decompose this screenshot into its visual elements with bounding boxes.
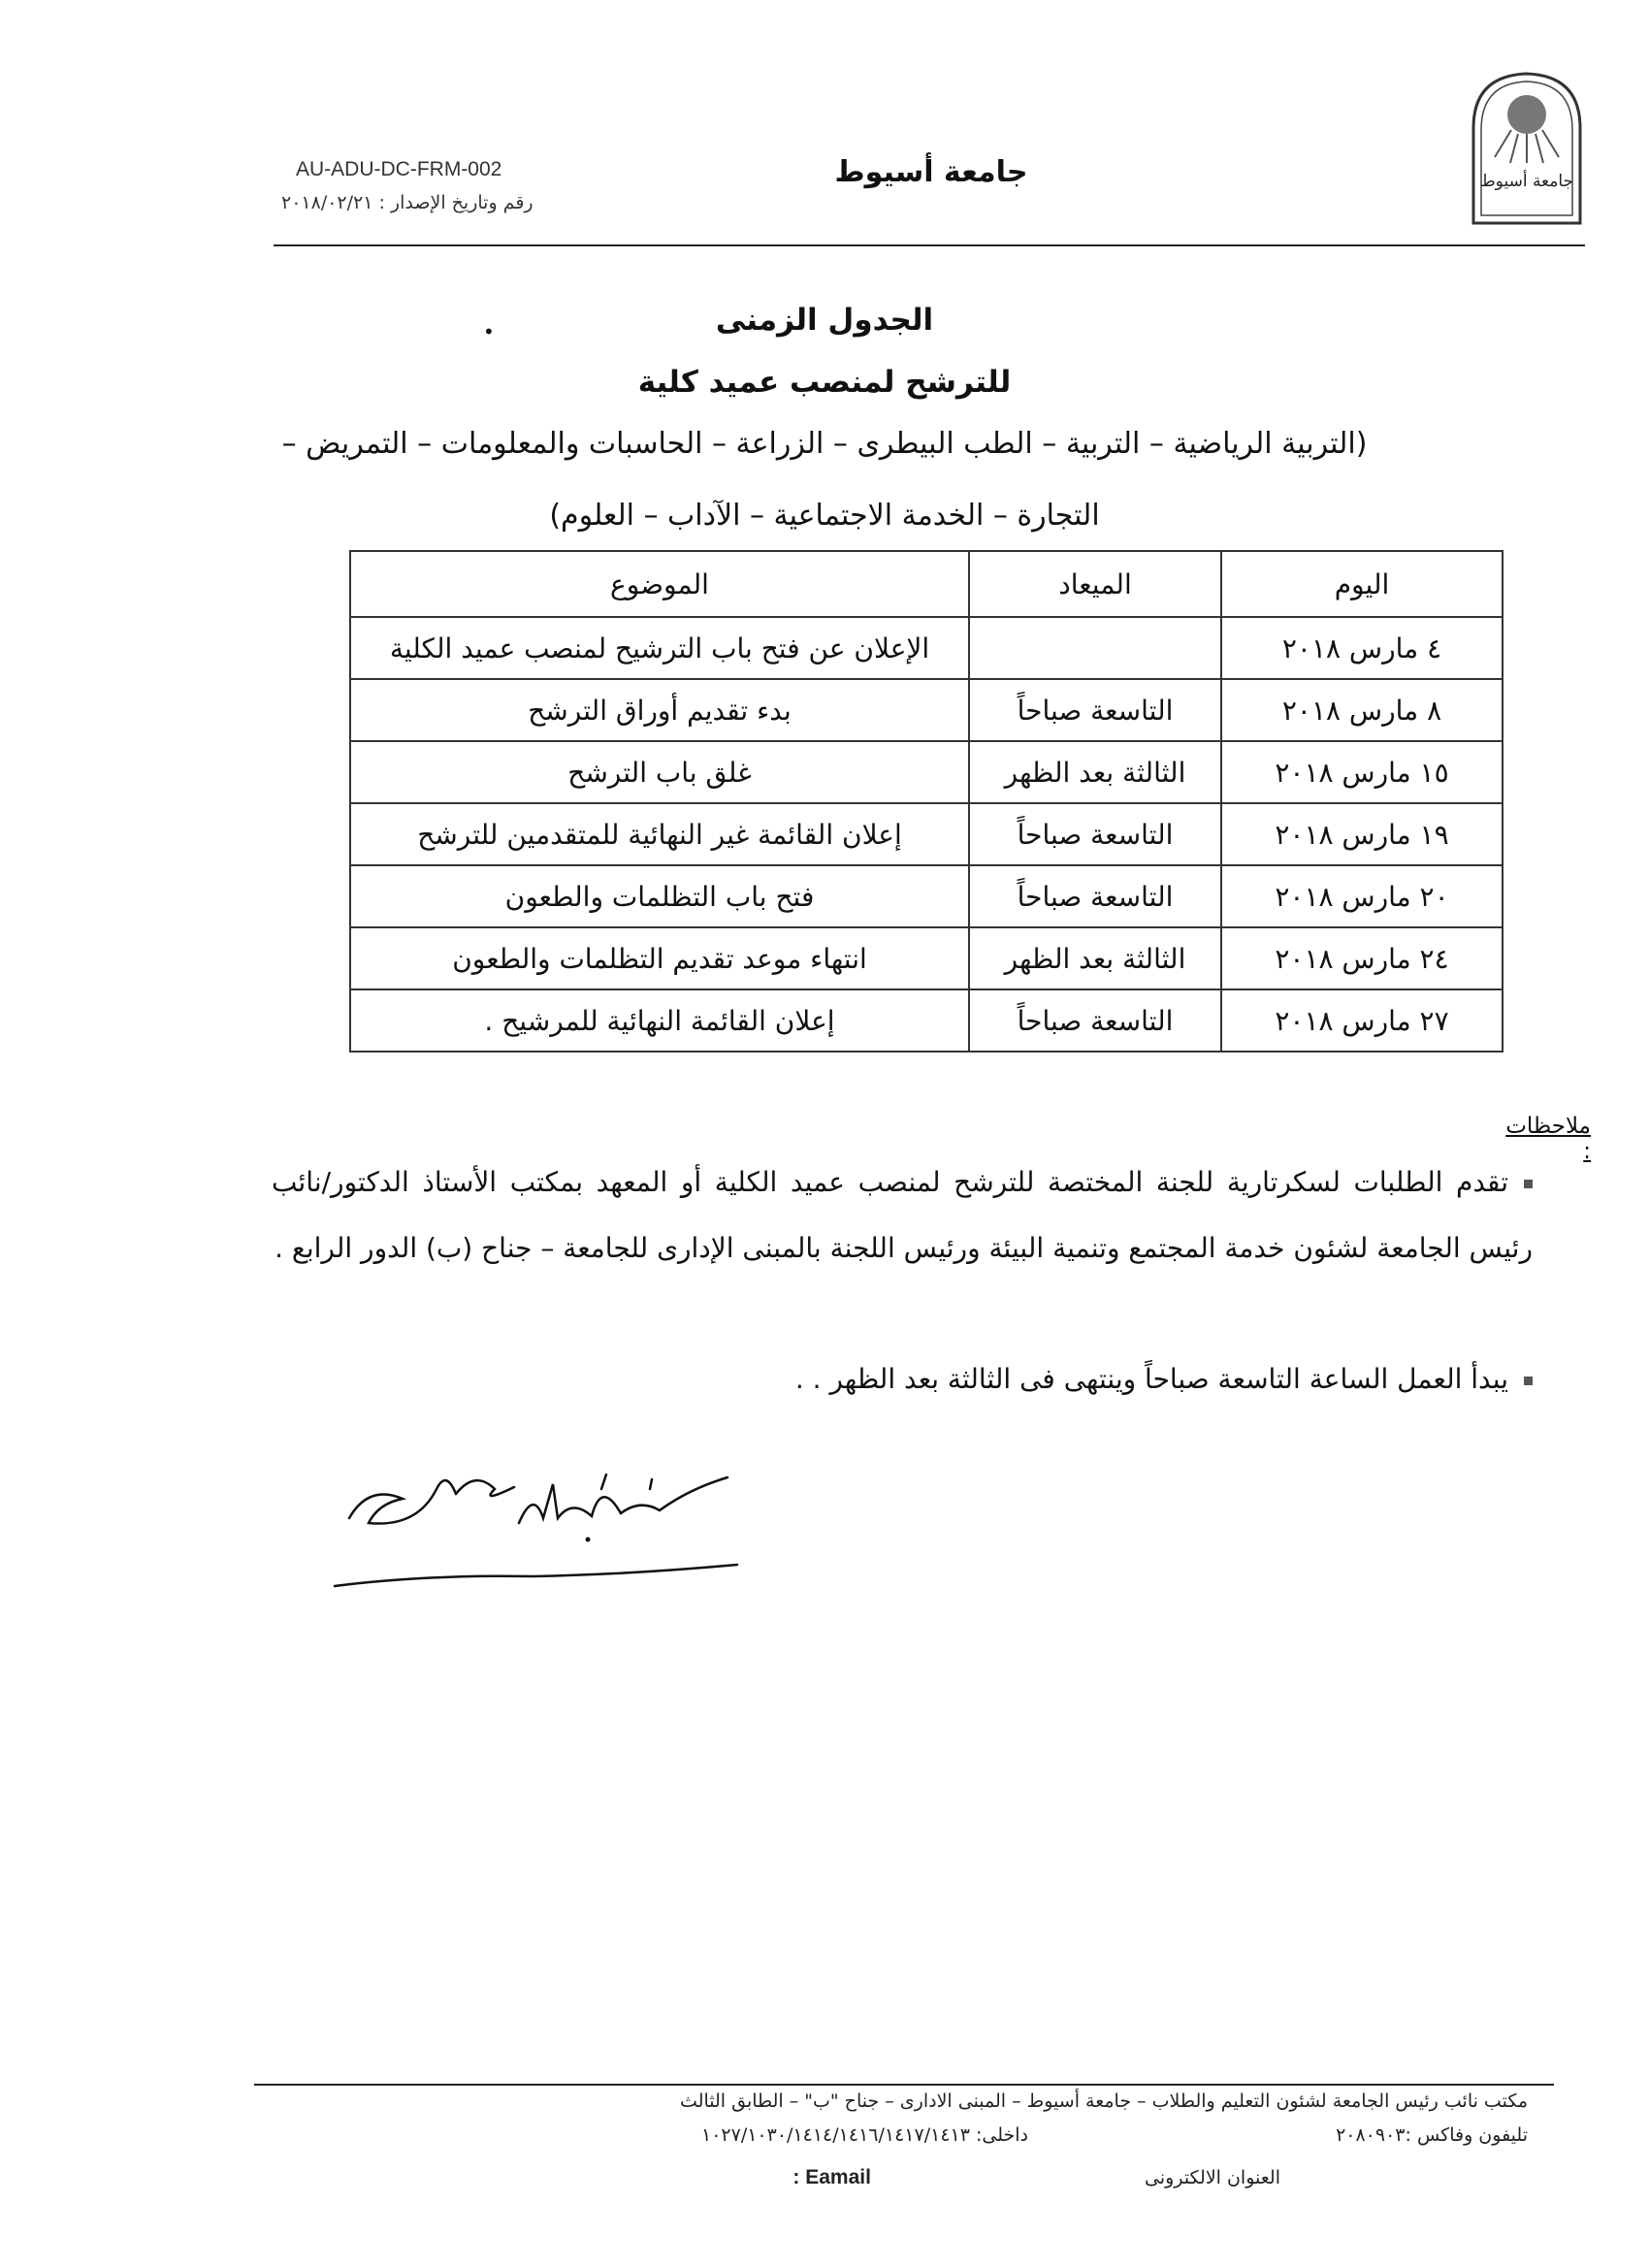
footer-phone: تليفون وفاكس :٢٠٨٠٩٠٣ <box>1336 2124 1528 2146</box>
issue-date: رقم وتاريخ الإصدار : ٢٠١٨/٠٢/٢١ <box>281 192 534 213</box>
cell-day: ١٥ مارس ٢٠١٨ <box>1221 741 1503 803</box>
cell-time: التاسعة صباحاً <box>969 679 1221 741</box>
column-header-topic: الموضوع <box>350 551 969 617</box>
university-name: جامعة أسيوط <box>834 155 1028 189</box>
footer-email-label: العنوان الالكترونى <box>1145 2167 1280 2188</box>
note-text: يبدأ العمل الساعة التاسعة صباحاً وينتهى فى الثالثة بعد الظهر . . <box>794 1363 1508 1395</box>
bullet-icon <box>1524 1180 1533 1188</box>
faculties-line-1: (التربية الرياضية – التربية – الطب البيطرى – الزراعة – الحاسبات والمعلومات – التمريض – <box>281 427 1368 461</box>
logo-text: جامعة أسيوط <box>1479 172 1574 191</box>
cell-day: ٤ مارس ٢٠١٨ <box>1221 617 1503 679</box>
header-divider <box>274 244 1585 246</box>
column-header-day: اليوم <box>1221 551 1503 617</box>
footer-divider <box>254 2084 1554 2086</box>
cell-topic: الإعلان عن فتح باب الترشيح لمنصب عميد الكلية <box>350 617 969 679</box>
table-row <box>350 803 1503 865</box>
cell-topic: انتهاء موعد تقديم التظلمات والطعون <box>350 927 969 989</box>
cell-time: التاسعة صباحاً <box>969 865 1221 927</box>
page-title: الجدول الزمنى <box>715 303 934 338</box>
cell-topic: بدء تقديم أوراق الترشح <box>350 679 969 741</box>
footer-email-row <box>737 2166 1280 2189</box>
note-text: تقدم الطلبات لسكرتارية للجنة المختصة للترشح لمنصب عميد الكلية أو المعهد بمكتب الأستاذ الدكتور/نائب رئيس الجامعة لشئون خدمة المجتمع وتنمية البيئة ورئيس اللجنة بالمبنى الإدارى للجامعة – جناح (ب) الدور الرابع . <box>272 1166 1533 1264</box>
stray-dot: • <box>483 320 495 343</box>
cell-day: ٢٧ مارس ٢٠١٨ <box>1221 989 1503 1052</box>
footer-extensions: داخلى: ١٠٢٧/١٠٣٠/١٤١٤/١٤١٦/١٤١٧/١٤١٣ <box>701 2124 1028 2146</box>
cell-topic: إعلان القائمة غير النهائية للمتقدمين للترشح <box>350 803 969 865</box>
cell-topic: غلق باب الترشح <box>350 741 969 803</box>
page-subtitle: للترشح لمنصب عميد كلية <box>637 365 1012 400</box>
cell-topic: إعلان القائمة النهائية للمرشيح . <box>350 989 969 1052</box>
cell-time: الثالثة بعد الظهر <box>969 741 1221 803</box>
cell-day: ٨ مارس ٢٠١٨ <box>1221 679 1503 741</box>
form-code: AU-ADU-DC-FRM-002 <box>296 158 502 180</box>
table-row <box>350 865 1503 927</box>
note-item <box>272 1150 1533 1281</box>
table-row <box>350 679 1503 741</box>
notes-title: ملاحظات : <box>1505 1114 1591 1164</box>
footer-address: مكتب نائب رئيس الجامعة لشئون التعليم والطلاب – جامعة أسيوط – المبنى الادارى – جناح "ب" – الطابق الثالث <box>680 2090 1528 2112</box>
column-header-time: الميعاد <box>969 551 1221 617</box>
table-row <box>350 989 1503 1052</box>
table-row <box>350 927 1503 989</box>
cell-time: التاسعة صباحاً <box>969 989 1221 1052</box>
note-item <box>272 1346 1533 1412</box>
footer-email: Eamail : <box>792 2166 871 2188</box>
cell-day: ١٩ مارس ٢٠١٨ <box>1221 803 1503 865</box>
bullet-icon <box>1524 1377 1533 1385</box>
cell-topic: فتح باب التظلمات والطعون <box>350 865 969 927</box>
cell-time: الثالثة بعد الظهر <box>969 927 1221 989</box>
cell-time: التاسعة صباحاً <box>969 803 1221 865</box>
cell-time <box>969 617 1221 679</box>
table-header-row <box>350 551 1503 617</box>
faculties-line-2: التجارة – الخدمة الاجتماعية – الآداب – العلوم) <box>549 499 1100 533</box>
table-row <box>350 741 1503 803</box>
university-logo <box>1470 70 1584 225</box>
cell-day: ٢٠ مارس ٢٠١٨ <box>1221 865 1503 927</box>
cell-day: ٢٤ مارس ٢٠١٨ <box>1221 927 1503 989</box>
handwritten-signature <box>310 1431 854 1625</box>
schedule-table <box>349 550 1504 1053</box>
table-row <box>350 617 1503 679</box>
